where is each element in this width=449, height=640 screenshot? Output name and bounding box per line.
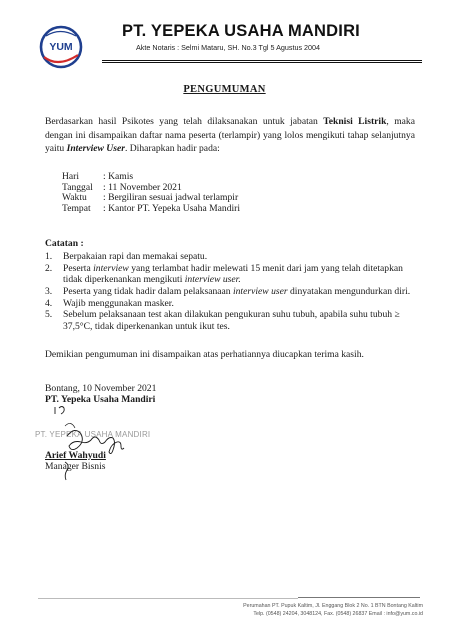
note-number: 1. [45,251,53,262]
job-position: Teknisi Listrik [323,116,387,127]
note-number: 2. [45,262,53,274]
detail-label: Waktu [62,192,87,204]
intro-text-1: Berdasarkan hasil Psikotes yang telah dilaksanakan untuk jabatan [45,116,324,127]
note-text: Peserta yang tidak hadir dalam pelaksanaan [63,285,233,297]
detail-row [62,204,240,215]
note-number: 3. [45,285,53,297]
note-text: yang terlambat hadir melewati 15 menit dari jam yang telah ditetapkan tidak diperkenankan mengikuti [63,262,403,285]
note-item [45,298,417,309]
document-title: PENGUMUMAN [183,84,266,95]
note-emphasis: interview [93,262,129,274]
company-name: PT. YEPEKA USAHA MANDIRI [122,22,360,40]
intro-text-3: . Diharapkan hadir pada: [124,143,220,155]
detail-value: : Kamis [103,171,134,182]
detail-label: Tanggal [62,181,93,193]
notary-deed: Akte Notaris : Selmi Mataru, SH. No.3 Tgl 5 Agustus 2004 [136,43,321,52]
note-emphasis: interview user [232,285,288,297]
header-divider [102,60,422,63]
logo-text: YUM [49,41,73,53]
detail-label: Hari [62,171,80,182]
signing-company: PT. Yepeka Usaha Mandiri [45,394,156,405]
footer-divider-accent [298,597,420,598]
note-text: Sebelum pelaksanaan test akan dilakukan pengukuran suhu tubuh, apabila suhu tubuh ≥ 37,5°C, tidak diperkenankan untuk ikut tes. [63,309,400,332]
detail-row [62,172,240,183]
company-stamp: PT. YEPEKA USAHA MANDIRI [35,430,151,439]
company-logo [38,24,84,70]
schedule-details [62,172,240,214]
footer-divider [38,598,298,599]
note-item [45,286,417,297]
note-emphasis: interview user. [184,274,241,285]
footer-contact: Telp. (0548) 24204, 3048124, Fax. (0548) 26837 Email : info@yum.co.id [253,611,423,617]
signer-title: Manager Bisnis [45,461,106,472]
note-item [45,263,417,285]
place-and-date: Bontang, 10 November 2021 [45,383,157,394]
footer-address: Perumahan PT. Pupuk Kaltim, Jl. Enggang Blok 2 No. 1 BTN Bontang Kaltim [243,603,423,609]
intro-paragraph [45,115,415,156]
interview-stage: Interview User [66,143,125,155]
note-text: Berpakaian rapi dan memakai sepatu. [63,251,208,262]
detail-value: : Bergiliran sesuai jadwal terlampir [103,192,239,204]
note-text: Peserta [63,262,94,274]
signer-name: Arief Wahyudi [45,450,106,461]
detail-value: : 11 November 2021 [103,181,182,193]
note-text: dinyatakan mengundurkan diri. [287,285,411,297]
note-item [45,309,417,331]
notes-list [45,251,417,332]
notes-heading: Catatan : [45,238,84,249]
note-item [45,251,417,262]
detail-label: Tempat [62,202,91,214]
note-text: Wajib menggunakan masker. [63,297,174,309]
handwritten-signature [45,402,155,492]
intro-text-2: , maka dengan ini disampaikan daftar nama peserta (terlampir) yang lolos mengikuti tahap selanjutnya yaitu [45,116,415,155]
note-number: 4. [45,297,53,309]
closing-paragraph: Demikian pengumuman ini disampaikan atas perhatiannya diucapkan terima kasih. [45,349,364,360]
detail-value: : Kantor PT. Yepeka Usaha Mandiri [103,202,241,214]
note-number: 5. [45,309,53,321]
